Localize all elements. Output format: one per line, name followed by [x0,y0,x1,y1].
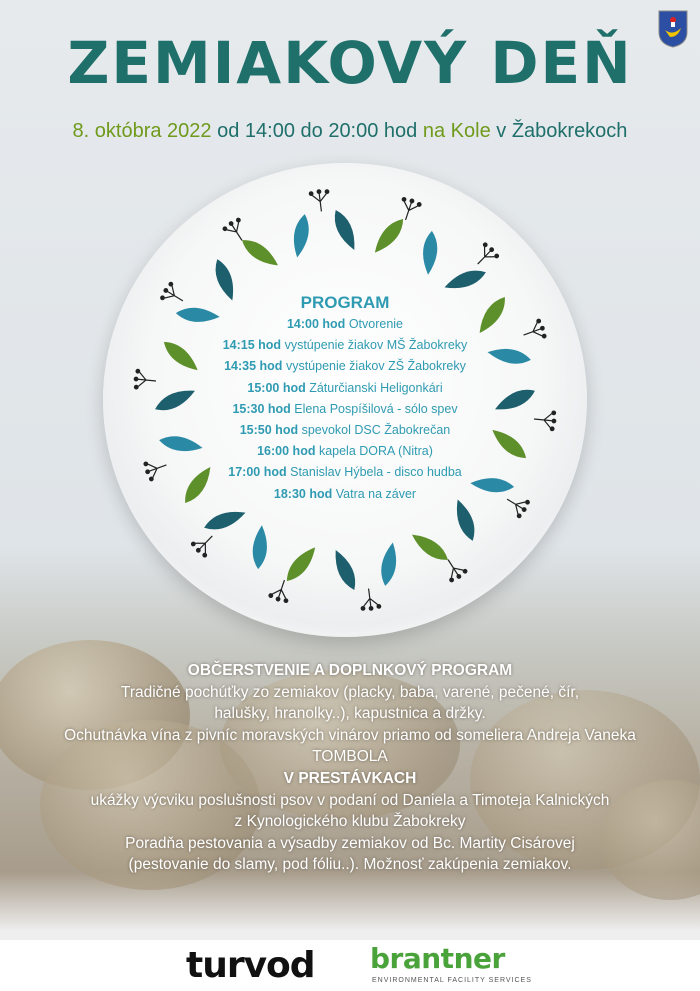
berry-sprig-icon [470,241,501,272]
program-item-time: 15:50 hod [239,423,299,438]
program-item-time: 18:30 hod [273,486,333,501]
details-line: (pestovanie do slamy, pod fóliu..). Možnosť zakúpenia zemiakov. [128,856,572,874]
program-list [180,292,510,505]
event-town: v Žabokrekoch [490,120,628,142]
leaf-icon [442,266,488,294]
program-item-time: 14:00 hod [286,317,346,331]
leaf-icon [421,230,439,275]
details-line: Tradičné pochúťky zo zemiakov (placky, baba, varené, pečené, čír, [120,683,580,701]
event-title: ZEMIAKOVÝ DEŇ [67,29,633,97]
event-time: od 14:00 do 20:00 hod [211,120,423,142]
brantner-logo: brantner [370,942,505,975]
details-line: halušky, hranolky..), kapustnica a držky. [214,705,486,723]
program-item-text: kapela DORA (Nitra) [318,444,433,459]
details-line: Poradňa pestovania a výsadby zemiakov od Bc. Martity Cisárovej [125,834,575,852]
program-item-text: vystúpenie žiakov ZŠ Žabokreky [285,359,466,374]
program-item-text: Záturčianski Heligonkári [309,380,443,395]
program-item [180,399,510,420]
program-heading: PROGRAM [300,293,390,312]
program-item [180,441,510,462]
berry-sprig-icon [267,577,294,605]
leaf-icon [408,529,452,566]
details-line: Ochutnávka vína z pivníc moravských vinárov priamo od someliera Andreja Vaneka [64,726,636,744]
program-item [180,420,510,441]
berry-sprig-icon [308,188,331,213]
berry-sprig-icon [358,587,381,612]
turvod-logo: turvod [186,945,315,986]
program-item [180,314,510,335]
leaf-icon [202,506,248,534]
leaf-icon [329,207,360,253]
event-date-location [0,118,700,144]
program-item-time: 14:15 hod [222,338,282,353]
program-item [180,462,510,483]
program-item [180,378,510,399]
leaf-icon [378,541,399,587]
sponsor-footer [0,940,700,991]
program-item-time: 15:00 hod [247,380,306,395]
leaf-icon [281,543,320,586]
program-item [180,335,510,356]
program-item-text: Vatra na záver [335,486,417,501]
leaf-icon [369,214,408,257]
brantner-tagline: ENVIRONMENTAL FACILITY SERVICES [372,977,532,984]
event-place: na Kole [422,120,491,142]
breaks-heading: V PRESTÁVKACH [283,769,417,787]
details-line: ukážky výcviku poslušnosti psov v podaní od Daniela a Timoteja Kalnických [90,791,610,809]
leaf-icon [329,547,360,593]
berry-sprig-icon [533,409,557,432]
details-line: z Kynologického klubu Žabokreky [234,813,466,831]
program-item [180,356,510,377]
berry-sprig-icon [520,318,548,345]
refreshment-heading: OBČERSTVENIE A DOPLNKOVÝ PROGRAM [187,662,513,679]
program-item-time: 16:00 hod [257,444,316,459]
berry-sprig-icon [142,455,170,482]
berry-sprig-icon [189,529,220,560]
program-item-time: 15:30 hod [232,401,291,416]
leaf-icon [238,234,282,271]
program-item-text: vystúpenie žiakov MŠ Žabokreky [284,338,468,353]
details-section [0,660,700,876]
program-item [180,484,510,505]
leaf-icon [251,525,269,570]
leaf-icon [290,213,311,259]
event-date: 8. októbra 2022 [72,120,212,142]
program-item-time: 14:35 hod [224,359,283,374]
program-item-time: 17:00 hod [228,465,287,480]
details-line: TOMBOLA [312,748,388,766]
program-item-text: Elena Pospíšilová - sólo spev [294,401,458,416]
berry-sprig-icon [396,195,423,223]
program-item-text: Otvorenie [348,317,404,331]
berry-sprig-icon [133,368,157,391]
program-item-text: Stanislav Hýbela - disco hudba [290,465,462,480]
program-item-text: spevokol DSC Žabokrečan [301,423,451,438]
